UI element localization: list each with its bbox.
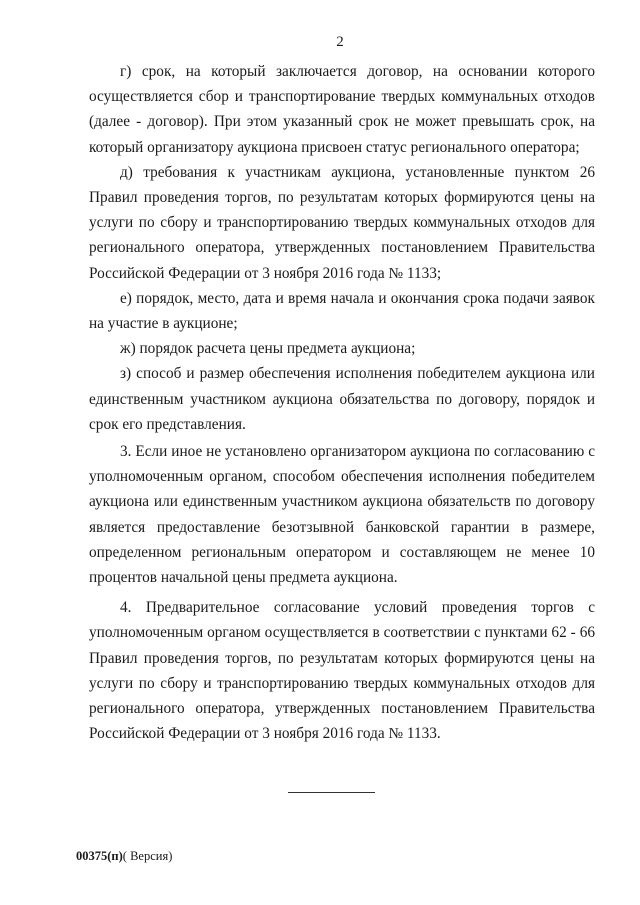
paragraph-item-g: г) срок, на который заключается договор, на основании которого осуществляется сбор и транспортирование твердых коммунальных отходов (далее - договор). При этом указанный срок не может превышать срок, на который организатору аукциона присвоен статус регионального оператора; — [89, 63, 595, 156]
paragraph-item-zh: ж) порядок расчета цены предмета аукциона; — [120, 340, 416, 358]
paragraph-item-z: з) способ и размер обеспечения исполнения победителем аукциона или единственным участником аукциона обязательства по договору, порядок и срок его представления. — [89, 365, 595, 433]
footer-version-label: ( Версия) — [122, 849, 173, 863]
paragraph-section-4: 4. Предварительное согласование условий проведения торгов с уполномоченным органом осуществляется в соответствии с пунктами 62 - 66 Правил проведения торгов, по результатам которых формируются цены на услуги по сбору и транспортированию твердых коммунальных отходов для регионального оператора, утвержденных постановлением Правительства Российской Федерации от 3 ноября 2016 года № 1133. — [89, 599, 595, 743]
footer-doc-code: 00375(п) — [76, 849, 123, 863]
footer-version-code — [76, 849, 172, 864]
document-body — [89, 59, 595, 746]
paragraph-item-e: е) порядок, место, дата и время начала и окончания срока подачи заявок на участие в аукционе; — [89, 289, 595, 333]
paragraph-item-d: д) требования к участникам аукциона, установленные пунктом 26 Правил проведения торгов, по результатам которых формируются цены на услуги по сбору и транспортированию твердых коммунальных отходов для регионального оператора, утвержденных постановлением Правительства Российской Федерации от 3 ноября 2016 года № 1133; — [89, 163, 595, 282]
end-divider — [288, 792, 375, 793]
page-number: 2 — [336, 34, 344, 50]
paragraph-section-3: 3. Если иное не установлено организатором аукциона по согласованию с уполномоченным органом, способом обеспечения исполнения победителем аукциона или единственным участником аукциона обязательств по договору является предоставление безотзывной банковской гарантии в размере, определенном региональным оператором и составляющем не менее 10 процентов начальной цены предмета аукциона. — [89, 443, 595, 587]
